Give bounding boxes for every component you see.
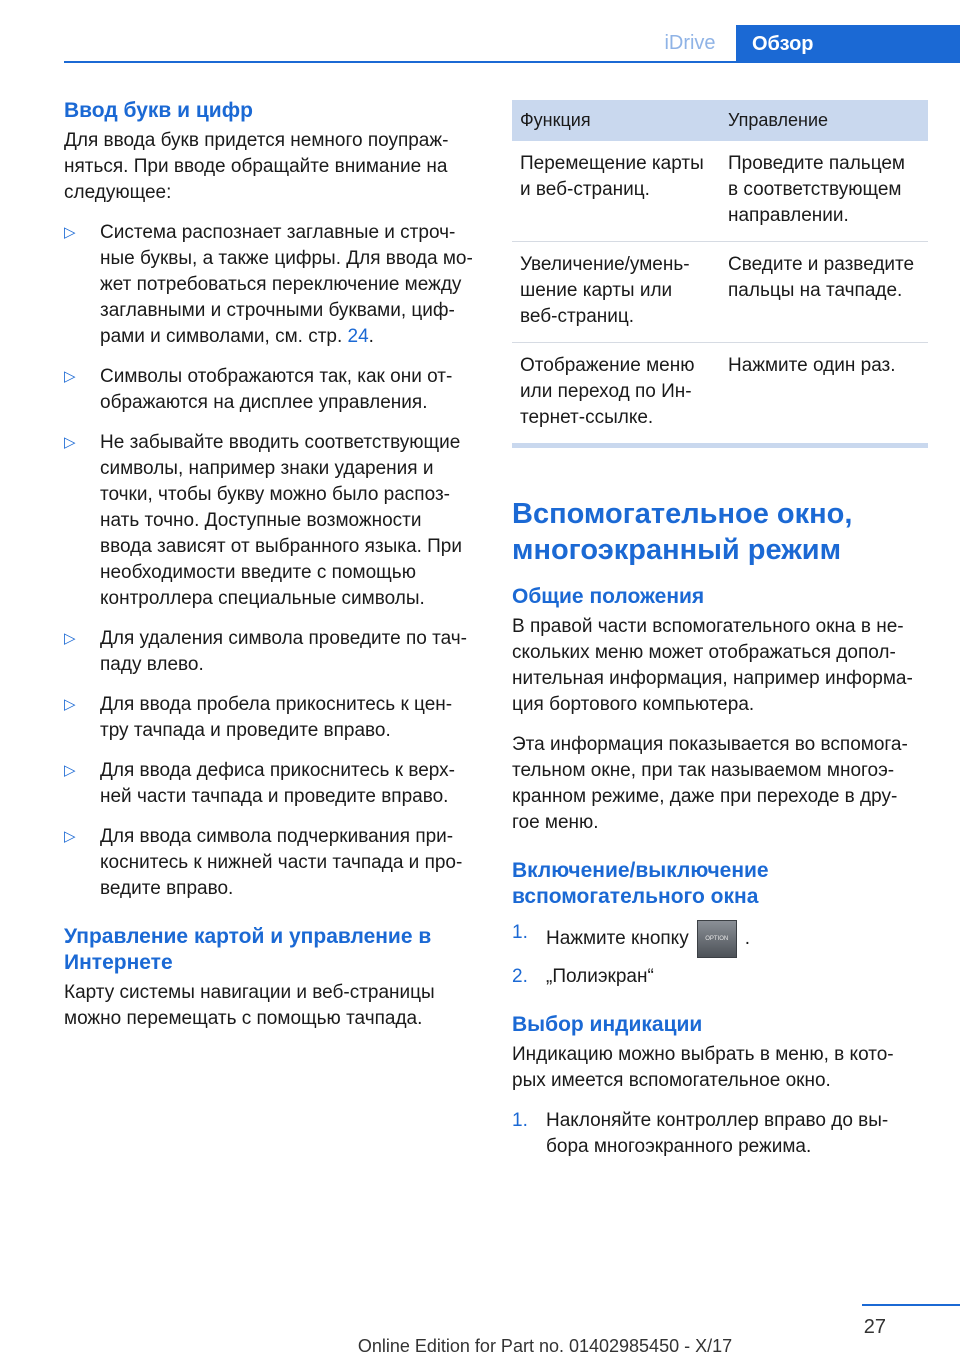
select-steps bbox=[512, 1108, 928, 1160]
table-header-row bbox=[512, 100, 928, 141]
list-item: ▷ Для ввода символа подчеркивания при- коснитесь к нижней части тачпада и про- ведите вправо. bbox=[64, 826, 463, 899]
list-item: 1. Наклоняйте контроллер вправо до вы- бора многоэкранного режима. bbox=[512, 1110, 889, 1157]
left-column bbox=[64, 98, 478, 1046]
toggle-steps bbox=[512, 920, 928, 990]
paragraph-select: Индикацию можно выбрать в меню, в кото- рых имеется вспомогательное окно. bbox=[512, 1044, 894, 1091]
right-column bbox=[512, 100, 928, 1174]
triangle-icon: ▷ bbox=[64, 224, 76, 241]
tab-idrive[interactable]: iDrive bbox=[664, 32, 716, 54]
option-button-icon: OPTION bbox=[697, 920, 737, 958]
table-header: Управление bbox=[720, 100, 928, 141]
paragraph-input: Для ввода букв придется немного поупраж- няться. При вводе обращайте внимание на следующее: bbox=[64, 130, 449, 203]
triangle-icon: ▷ bbox=[64, 368, 76, 385]
heading-map: Управление картой и управление в Интернете bbox=[64, 925, 432, 974]
table-row bbox=[512, 242, 928, 343]
table-cell: Сведите и разведите пальцы на тачпаде. bbox=[720, 242, 928, 343]
footer-edition: Online Edition for Part no. 01402985450 - X/17 bbox=[357, 1336, 733, 1356]
heading-general: Общие положения bbox=[512, 585, 705, 608]
page-number: 27 bbox=[863, 1316, 886, 1338]
list-item: ▷ Для ввода дефиса прикоснитесь к верх- ней части тачпада и проведите вправо. bbox=[64, 760, 455, 807]
list-item: 1. Нажмите кнопку OPTION . bbox=[512, 920, 928, 958]
function-table bbox=[512, 100, 928, 448]
list-item: ▷ Для ввода пробела прикоснитесь к цен- тру тачпада и проведите вправо. bbox=[64, 694, 453, 741]
table-cell: Нажмите один раз. bbox=[720, 343, 928, 446]
paragraph-map: Карту системы навигации и веб-страницы можно перемещать с помощью тачпада. bbox=[64, 982, 435, 1029]
triangle-icon: ▷ bbox=[64, 630, 76, 647]
triangle-icon: ▷ bbox=[64, 762, 76, 779]
paragraph-general-2: Эта информация показывается во вспомога- тельном окне, при так называемом многоэ- кранном режиме, даже при переходе в дру- гое меню. bbox=[512, 734, 908, 833]
tab-overview[interactable]: Обзор bbox=[736, 25, 960, 63]
triangle-icon: ▷ bbox=[64, 696, 76, 713]
table-row bbox=[512, 141, 928, 242]
triangle-icon: ▷ bbox=[64, 828, 76, 845]
table-cell: Увеличение/умень- шение карты или веб-страниц. bbox=[512, 242, 720, 343]
table-row bbox=[512, 343, 928, 446]
list-item: ▷ Система распознает заглавные и строч- ные буквы, а также цифры. Для ввода мо- жет потребоваться переключение между заглавными и строчными буквами, циф- рами и символами, см. стр. 24. bbox=[64, 222, 473, 347]
list-item: ▷ Символы отображаются так, как они от- ображаются на дисплее управления. bbox=[64, 366, 453, 413]
list-item: 2. „Полиэкран“ bbox=[512, 966, 654, 987]
bullet-list bbox=[64, 220, 478, 902]
list-item: ▷ Для удаления символа проведите по тач- паду влево. bbox=[64, 628, 467, 675]
section-title: Вспомогательное окно, многоэкранный режим bbox=[512, 498, 853, 566]
heading-toggle: Включение/выключение вспомогательного окна bbox=[512, 859, 769, 908]
table-cell: Перемещение карты и веб-страниц. bbox=[512, 141, 720, 242]
page-link[interactable]: 24 bbox=[347, 326, 369, 347]
heading-select: Выбор индикации bbox=[512, 1013, 703, 1036]
table-cell: Проведите пальцем в соответствующем направлении. bbox=[720, 141, 928, 242]
list-item: ▷ Не забывайте вводить соответствующие символы, например знаки ударения и точки, чтобы букву можно было распоз- нать точно. Доступные возможности ввода зависят от выбранного языка. При необходимости введите с помощью контроллера специальные символы. bbox=[64, 432, 462, 609]
table-header: Функция bbox=[512, 100, 720, 141]
page-number-rule bbox=[862, 1304, 960, 1306]
paragraph-general-1: В правой части вспомогательного окна в не- скольких меню может отображаться допол- нительная информация, например информа- ция бортового компьютера. bbox=[512, 616, 913, 715]
triangle-icon: ▷ bbox=[64, 434, 76, 451]
table-cell: Отображение меню или переход по Ин- тернет-ссылке. bbox=[512, 343, 720, 446]
heading-input: Ввод букв и цифр bbox=[64, 99, 253, 122]
